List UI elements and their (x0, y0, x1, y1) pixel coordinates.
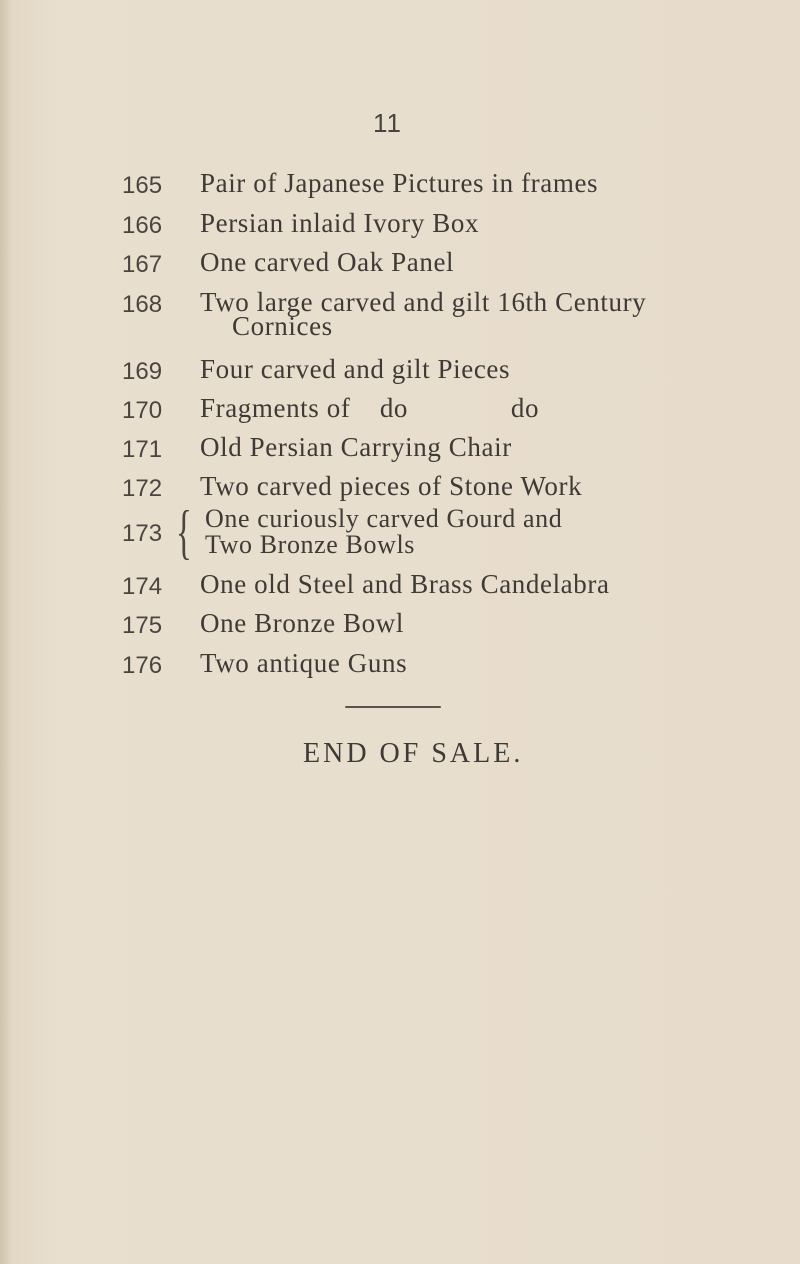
lot-description-line: One curiously carved Gourd and (205, 504, 563, 533)
lot-number: 166 (122, 212, 163, 239)
brace-icon: { (176, 499, 192, 565)
lot-description: Two large carved and gilt 16th Century (200, 287, 647, 317)
lot-description: Persian inlaid Ivory Box (200, 208, 480, 238)
lot-description: Pair of Japanese Pictures in frames (200, 168, 599, 198)
lot-number: 175 (122, 612, 163, 639)
lot-number: 174 (122, 573, 163, 600)
lot-number: 172 (122, 475, 163, 502)
lot-number: 167 (122, 251, 163, 278)
lot-number: 165 (122, 172, 163, 199)
closing-text: END OF SALE. (303, 738, 524, 769)
lot-description-line: Two Bronze Bowls (205, 530, 415, 559)
lot-description: One old Steel and Brass Candelabra (200, 569, 610, 599)
lot-number: 169 (122, 358, 163, 385)
lot-number: 171 (122, 436, 163, 463)
lot-description: One Bronze Bowl (200, 608, 404, 638)
lot-description: Old Persian Carrying Chair (200, 432, 512, 462)
lot-description: Two carved pieces of Stone Work (200, 471, 583, 501)
lot-number: 168 (122, 291, 163, 318)
lot-number: 173 (122, 520, 163, 547)
lot-description: Two antique Guns (200, 648, 408, 678)
page-number: 11 (373, 108, 402, 138)
lot-description-continuation: Cornices (232, 311, 333, 341)
lot-description: One carved Oak Panel (200, 247, 455, 277)
divider (345, 706, 441, 708)
lot-number: 170 (122, 397, 163, 424)
lot-number: 176 (122, 652, 163, 679)
lot-description: Fragments of do do (200, 393, 540, 423)
lot-description: Four carved and gilt Pieces (200, 354, 511, 384)
